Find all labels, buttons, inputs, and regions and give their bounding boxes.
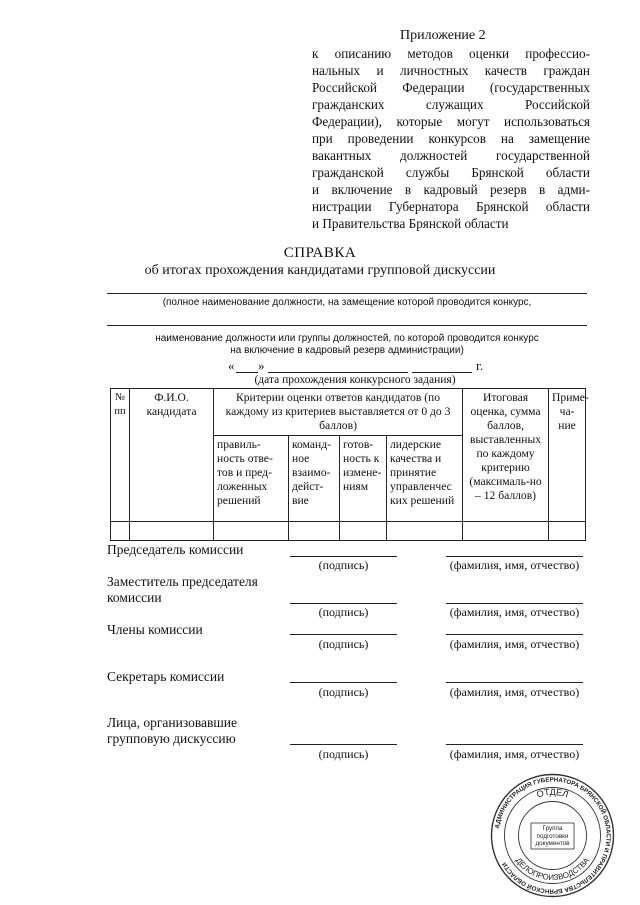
table-cell[interactable]: [289, 522, 340, 541]
document-title: СПРАВКА: [283, 245, 357, 261]
name-caption: (фамилия, имя, отчество): [449, 558, 580, 572]
appendix-line: гражданской службы Брянской области: [312, 165, 590, 180]
results-table: [110, 388, 589, 541]
name-line[interactable]: [446, 682, 583, 683]
table-cell[interactable]: [130, 522, 214, 541]
official-stamp: [490, 773, 615, 898]
stamp-center-text: Группа подготовки документов: [535, 825, 570, 847]
signature-line[interactable]: [290, 682, 397, 683]
header-criteria: Критерии оценки ответов кандидатов (по каждому из критериев выставляется от 0 до 3 баллов): [214, 389, 463, 436]
table-cell[interactable]: [214, 522, 289, 541]
svg-text:ОТДЕЛ: [535, 787, 569, 800]
appendix-text: [312, 45, 590, 232]
reserve-hint-1: наименование должности или группы должностей, по которой проводится конкурс: [155, 333, 539, 344]
document-subtitle: об итогах прохождения кандидатами групповой дискуссии: [144, 263, 496, 278]
signature-line[interactable]: [290, 744, 397, 745]
table-cell[interactable]: [340, 522, 387, 541]
header-num: № пп: [111, 389, 130, 522]
signature-caption: (подпись): [318, 747, 369, 761]
stamp-ring-text: АДМИНИСТРАЦИЯ ГУБЕРНАТОРА БРЯНСКОЙ ОБЛАСТИ И ПРАВИТЕЛЬСТВА БРЯНСКОЙ ОБЛАСТИ: [493, 776, 612, 895]
appendix-line: гражданских служащих Российской: [312, 97, 590, 112]
header-total: Итоговая оценка, сумма баллов, выставленных по каждому критерию (максималь-но – 12 баллов): [463, 389, 549, 522]
signature-caption: (подпись): [318, 605, 369, 619]
signature-label-chair: Председатель комиссии: [107, 542, 244, 557]
criterion-leadership: лидерские качества и принятие управленчес ких решений: [387, 436, 463, 522]
date-hint: (дата прохождения конкурсного задания): [254, 374, 456, 386]
table-cell[interactable]: [463, 522, 549, 541]
signature-caption: (подпись): [318, 637, 369, 651]
signature-line[interactable]: [290, 634, 397, 635]
date-day-line[interactable]: [236, 372, 258, 373]
criterion-change: готов-ность к измене-ниям: [340, 436, 387, 522]
appendix-line: нистрации Губернатора Брянской области: [312, 199, 590, 214]
position-fill-line[interactable]: [107, 293, 587, 294]
signature-label-organizers: Лица, организовавшие групповую дискуссию: [107, 715, 238, 746]
name-line[interactable]: [446, 603, 583, 604]
header-note: Приме-ча-ние: [549, 389, 586, 522]
signature-line[interactable]: [290, 603, 397, 604]
appendix-line: нальных и личностных качеств граждан: [312, 63, 590, 78]
reserve-fill-line[interactable]: [107, 325, 587, 326]
date-year-line[interactable]: [412, 372, 472, 373]
date-open-quote: «: [228, 358, 235, 373]
appendix-line: Российской Федерации (государственных: [312, 80, 590, 95]
stamp-top-text: ОТДЕЛ: [535, 786, 570, 800]
signature-caption: (подпись): [318, 685, 369, 699]
table-cell[interactable]: [549, 522, 586, 541]
appendix-line: и Правительства Брянской области: [312, 216, 509, 231]
signature-caption: (подпись): [318, 558, 369, 572]
signature-label-secretary: Секретарь комиссии: [107, 669, 225, 684]
name-caption: (фамилия, имя, отчество): [449, 685, 580, 699]
name-caption: (фамилия, имя, отчество): [449, 605, 580, 619]
criterion-teamwork: команд-ное взаимо-дейст-вие: [289, 436, 340, 522]
signature-label-deputy: Заместитель председателя комиссии: [107, 574, 258, 605]
date-month-line[interactable]: [268, 372, 408, 373]
date-close-quote: »: [258, 358, 265, 373]
table-cell[interactable]: [387, 522, 463, 541]
name-line[interactable]: [446, 744, 583, 745]
appendix-title: Приложение 2: [400, 28, 486, 43]
svg-text:ДЕЛОПРОИЗВОДСТВА: [514, 855, 592, 882]
appendix-line: вакантных должностей государственной: [312, 148, 590, 163]
table-row: [111, 522, 586, 541]
appendix-line: при проведении конкурсов на замещение: [312, 131, 590, 146]
criterion-correctness: правиль-ность отве-тов и пред-ложенных решений: [214, 436, 289, 522]
signature-label-members: Члены комиссии: [107, 622, 203, 637]
name-caption: (фамилия, имя, отчество): [449, 637, 580, 651]
date-year-suffix: г.: [476, 358, 484, 373]
appendix-line: Федерации), которые могут использоваться: [312, 114, 590, 129]
header-name: Ф.И.О. кандидата: [130, 389, 214, 522]
name-line[interactable]: [446, 634, 583, 635]
reserve-hint-2: на включение в кадровый резерв администрации): [230, 345, 464, 356]
name-caption: (фамилия, имя, отчество): [449, 747, 580, 761]
signature-line[interactable]: [290, 556, 397, 557]
position-hint: (полное наименование должности, на замещение которой проводится конкурс,: [162, 297, 532, 308]
appendix-line: и включение в кадровый резерв в адми-: [312, 182, 590, 197]
table-cell[interactable]: [111, 522, 130, 541]
name-line[interactable]: [446, 556, 583, 557]
appendix-line: к описанию методов оценки профессио-: [312, 46, 590, 61]
stamp-bottom-text: ДЕЛОПРОИЗВОДСТВА: [513, 855, 592, 883]
